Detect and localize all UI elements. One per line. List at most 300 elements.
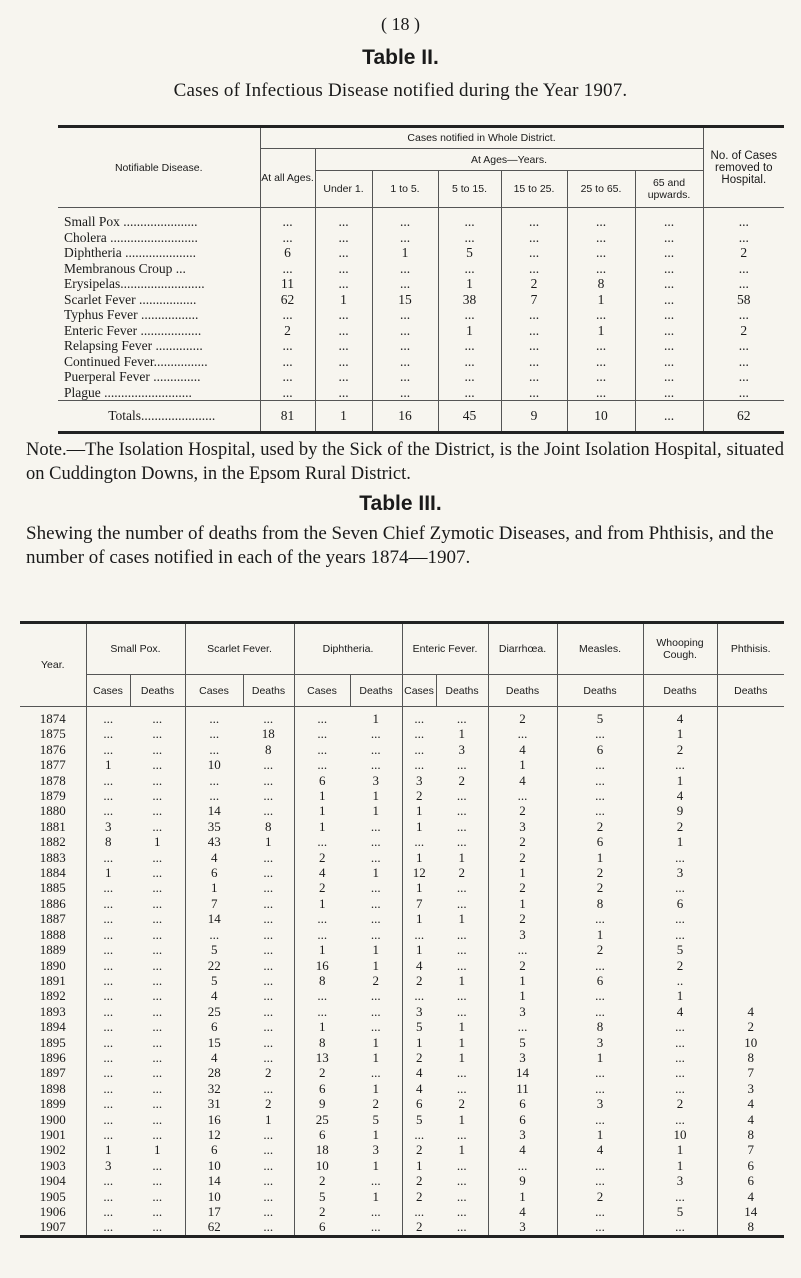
table-cell: ... [152, 1188, 163, 1204]
table-cell: 10 [185, 1158, 243, 1173]
table-cell: ... [263, 957, 274, 973]
table-cell: ... [643, 1189, 717, 1204]
table-row [20, 834, 784, 849]
table-cell [717, 803, 784, 818]
table-cell: ... [402, 927, 436, 942]
table-cell: ... [263, 1142, 274, 1158]
table-cell: ... [263, 711, 274, 726]
year-cell: 1892 [39, 988, 66, 1004]
header-whole-district: Cases notified in Whole District. [260, 127, 703, 149]
table-cell: 35 [185, 819, 243, 834]
table-cell [717, 911, 784, 926]
table-cell: ... [185, 726, 243, 741]
table-cell: 4 [488, 742, 557, 757]
table-cell: ... [635, 323, 703, 339]
table-cell: 1 [294, 942, 350, 957]
table-row [20, 1019, 784, 1034]
table-cell: ... [402, 742, 436, 757]
table-cell: 1 [86, 865, 130, 880]
table-cell [717, 773, 784, 788]
table-row [20, 773, 784, 788]
table-cell: ... [567, 245, 635, 261]
table-cell: ... [643, 1050, 717, 1065]
table-cell: ... [370, 880, 381, 896]
table-cell: ... [557, 726, 643, 741]
table-cell: 2 [402, 1189, 436, 1204]
table-cell: ... [263, 972, 274, 988]
table-cell: ... [456, 1080, 467, 1096]
table-cell: ... [456, 788, 467, 804]
table-row [20, 911, 784, 926]
table-cell: 2 [458, 772, 465, 788]
table-cell: ... [703, 261, 784, 277]
table-cell: 6 [557, 973, 643, 988]
table-cell: ... [263, 803, 274, 819]
table-cell: ... [372, 230, 438, 246]
table-cell: 3 [86, 819, 130, 834]
table-cell: ... [86, 742, 130, 757]
table-cell: ... [152, 895, 163, 911]
table-cell: 3 [488, 1219, 557, 1236]
table-row [20, 757, 784, 772]
disease-name: Cholera .......................... [64, 229, 198, 245]
table-cell: ... [557, 1112, 643, 1127]
table-cell: 5 [643, 942, 717, 957]
table-cell: 1 [372, 942, 379, 958]
table-cell: 1 [557, 850, 643, 865]
table-cell: 2 [294, 880, 350, 895]
table-cell: 2 [643, 742, 717, 757]
table-cell: ... [643, 1219, 717, 1236]
table-cell: 11 [260, 276, 315, 292]
table-cell: 62 [185, 1219, 243, 1236]
table-cell: 10 [643, 1127, 717, 1142]
table-row [20, 865, 784, 880]
table-cell: ... [185, 707, 243, 727]
table-cell: ... [263, 942, 274, 958]
table-cell: 8 [86, 834, 130, 849]
table-cell: ... [370, 1219, 381, 1235]
table-cell: ... [456, 1065, 467, 1081]
table-cell: 1 [294, 819, 350, 834]
totals-row [58, 401, 784, 433]
table-cell: 2 [265, 1096, 272, 1112]
table-cell: ... [152, 1126, 163, 1142]
table-cell: ... [456, 1204, 467, 1219]
table-cell: ... [294, 726, 350, 741]
table-cell: 5 [372, 1111, 379, 1127]
table-cell: 2 [643, 819, 717, 834]
table-cell: 1 [557, 1127, 643, 1142]
table-cell: ... [86, 1173, 130, 1188]
table-cell: ... [567, 385, 635, 401]
table-cell: 18 [261, 726, 275, 742]
year-cell: 1902 [39, 1142, 66, 1158]
col-group: Small Pox. [86, 623, 185, 675]
table-cell: .. [643, 973, 717, 988]
table2-infectious-disease [58, 125, 784, 434]
table-cell: 3 [488, 1004, 557, 1019]
table-cell: 1 [372, 957, 379, 973]
table-cell: ... [263, 1204, 274, 1219]
table-cell: 4 [717, 1112, 784, 1127]
table-cell: 8 [717, 1127, 784, 1142]
table-cell: ... [86, 1081, 130, 1096]
table-cell: ... [152, 972, 163, 988]
table-cell: 13 [294, 1050, 350, 1065]
col-notifiable-disease: Notifiable Disease. [58, 127, 260, 208]
table-cell: ... [557, 1173, 643, 1188]
table-cell: ... [372, 276, 438, 292]
table-cell: ... [488, 1158, 557, 1173]
table-cell: ... [501, 245, 567, 261]
table-cell: 2 [372, 972, 379, 988]
table-cell: 15 [372, 292, 438, 308]
table-cell [717, 757, 784, 772]
table-cell: 6 [294, 1127, 350, 1142]
table-cell: 7 [717, 1142, 784, 1157]
disease-name: Enteric Fever .................. [64, 322, 202, 338]
table-cell: ... [567, 338, 635, 354]
table-cell: ... [501, 208, 567, 230]
table-row [20, 1035, 784, 1050]
table-cell: 1 [557, 1050, 643, 1065]
table-row [58, 261, 784, 277]
table-cell: ... [557, 958, 643, 973]
year-cell: 1895 [39, 1034, 66, 1050]
table-cell [717, 742, 784, 757]
year-cell: 1874 [39, 711, 66, 726]
table-cell: ... [456, 757, 467, 773]
table-cell: ... [152, 849, 163, 865]
table-cell: 4 [557, 1142, 643, 1157]
table-cell: ... [635, 261, 703, 277]
table-cell: ... [263, 895, 274, 911]
table-cell: ... [86, 1019, 130, 1034]
table-cell [717, 834, 784, 849]
table-cell: 9 [294, 1096, 350, 1111]
table-cell: 1 [438, 276, 501, 292]
table-cell: ... [185, 788, 243, 803]
table-cell: 38 [438, 292, 501, 308]
table-cell: ... [456, 926, 467, 942]
table-cell: 1 [643, 834, 717, 849]
table-cell: ... [402, 757, 436, 772]
table-cell: ... [402, 988, 436, 1003]
table-cell: 4 [488, 1204, 557, 1219]
table-row [20, 880, 784, 895]
table-cell: ... [557, 773, 643, 788]
table-cell: ... [260, 261, 315, 277]
table-cell: ... [152, 865, 163, 881]
table-cell: 1 [372, 803, 379, 819]
table-cell: ... [567, 369, 635, 385]
table-cell: ... [635, 245, 703, 261]
table-cell: 1 [643, 988, 717, 1003]
table-cell: ... [372, 307, 438, 323]
table-cell: 6 [717, 1158, 784, 1173]
table-cell: ... [488, 1019, 557, 1034]
table-row [20, 942, 784, 957]
table-cell: ... [263, 849, 274, 865]
table-cell: ... [703, 208, 784, 230]
table-cell: ... [501, 385, 567, 401]
table-cell: ... [152, 711, 163, 726]
table-cell: 4 [402, 958, 436, 973]
table-row [20, 896, 784, 911]
table-cell: ... [152, 1173, 163, 1189]
table-cell: ... [315, 276, 372, 292]
table-cell: 8 [717, 1219, 784, 1236]
table-cell: 1 [438, 323, 501, 339]
table-cell: 1 [154, 1142, 161, 1158]
year-cell: 1893 [39, 1003, 66, 1019]
table-cell: ... [402, 707, 436, 727]
table-row [20, 1127, 784, 1142]
year-cell: 1885 [39, 880, 66, 896]
table-cell: ... [263, 788, 274, 804]
table-cell: 6 [488, 1112, 557, 1127]
year-cell: 1887 [39, 911, 66, 927]
table-cell: 2 [488, 958, 557, 973]
table-cell: 3 [488, 927, 557, 942]
table-row [20, 1004, 784, 1019]
table-cell: ... [370, 895, 381, 911]
table-cell: 5 [438, 245, 501, 261]
table-cell: ... [372, 385, 438, 401]
year-cell: 1884 [39, 865, 66, 881]
table-row [20, 742, 784, 757]
table-cell: ... [370, 1204, 381, 1219]
table-cell [717, 880, 784, 895]
table-row [20, 988, 784, 1003]
table-cell: 3 [458, 741, 465, 757]
table-cell: ... [152, 1034, 163, 1050]
table-cell: 1 [402, 803, 436, 818]
table-cell: ... [263, 1080, 274, 1096]
table-cell: ... [152, 1219, 163, 1235]
table-cell: 14 [488, 1065, 557, 1080]
table-row [20, 803, 784, 818]
table-row [20, 1050, 784, 1065]
table-cell: ... [263, 757, 274, 773]
table-cell: 2 [557, 1189, 643, 1204]
table-cell: 2 [488, 850, 557, 865]
table3-title: Table III. [359, 492, 442, 515]
table-cell: ... [185, 927, 243, 942]
table-cell: 3 [402, 1004, 436, 1019]
table-cell: 4 [643, 707, 717, 727]
year-cell: 1886 [39, 895, 66, 911]
table-cell: 1 [643, 773, 717, 788]
table-cell: ... [703, 230, 784, 246]
table-cell: 9 [643, 803, 717, 818]
table-cell: ... [260, 338, 315, 354]
table-cell: 1 [402, 880, 436, 895]
col-cases: Cases [86, 675, 130, 707]
year-cell: 1888 [39, 926, 66, 942]
table-cell: ... [567, 208, 635, 230]
table-cell: ... [501, 338, 567, 354]
table-cell: ... [86, 911, 130, 926]
table-cell: ... [488, 788, 557, 803]
table-cell: 6 [185, 1142, 243, 1157]
table-row [20, 1096, 784, 1111]
col-deaths: Deaths [436, 675, 488, 707]
table-cell: 6 [488, 1096, 557, 1111]
table-cell: 2 [458, 865, 465, 881]
table-cell [717, 942, 784, 957]
table-cell: 3 [488, 819, 557, 834]
table-cell: ... [152, 1096, 163, 1112]
table-cell: 2 [402, 1050, 436, 1065]
table-row [58, 369, 784, 385]
table-cell: ... [315, 369, 372, 385]
table-cell: ... [86, 1204, 130, 1219]
table-cell: ... [294, 988, 350, 1003]
table-cell: 2 [265, 1065, 272, 1081]
table-cell: ... [260, 354, 315, 370]
table-cell: ... [456, 803, 467, 819]
table-row [58, 354, 784, 370]
table-cell: ... [152, 880, 163, 896]
table-row [58, 276, 784, 292]
table-cell [717, 973, 784, 988]
table-cell: 18 [294, 1142, 350, 1157]
table-cell [717, 988, 784, 1003]
table-cell: 10 [294, 1158, 350, 1173]
table-cell: 7 [717, 1065, 784, 1080]
table-cell: ... [557, 1004, 643, 1019]
year-cell: 1880 [39, 803, 66, 819]
table-cell: ... [456, 818, 467, 834]
table-cell: 6 [185, 865, 243, 880]
table-cell: ... [86, 1065, 130, 1080]
table-row [58, 292, 784, 308]
table-cell: 5 [488, 1035, 557, 1050]
table-cell: ... [294, 1004, 350, 1019]
table-cell: 58 [703, 292, 784, 308]
table-cell: ... [643, 880, 717, 895]
table-cell: ... [370, 1065, 381, 1081]
table-cell: ... [438, 369, 501, 385]
table-cell: ... [263, 926, 274, 942]
table-cell: 1 [402, 942, 436, 957]
table-cell: 6 [260, 245, 315, 261]
table-cell: 2 [557, 942, 643, 957]
table-cell: 1 [643, 726, 717, 741]
table-cell: 6 [717, 1173, 784, 1188]
table-cell: ... [438, 338, 501, 354]
table-cell: 5 [402, 1019, 436, 1034]
table-cell: ... [86, 1050, 130, 1065]
table-row [20, 1204, 784, 1219]
table-cell: ... [315, 354, 372, 370]
table-cell: 4 [402, 1065, 436, 1080]
table-cell: ... [152, 788, 163, 804]
table-row [20, 1065, 784, 1080]
col-age-group: 1 to 5. [372, 171, 438, 208]
table-cell: ... [456, 1126, 467, 1142]
table-cell: ... [152, 1111, 163, 1127]
table-cell: ... [438, 385, 501, 401]
table-cell: 8 [557, 1019, 643, 1034]
table-cell: ... [643, 1065, 717, 1080]
disease-name: Scarlet Fever ................. [64, 291, 197, 307]
table-row [20, 1173, 784, 1188]
totals-cell: 16 [372, 401, 438, 433]
table-cell: 14 [717, 1204, 784, 1219]
col-year: Year. [20, 623, 86, 707]
table-cell: ... [438, 261, 501, 277]
table-cell: ... [703, 354, 784, 370]
year-cell: 1890 [39, 957, 66, 973]
table-cell: ... [263, 1034, 274, 1050]
table-cell: ... [86, 726, 130, 741]
table-cell: ... [703, 338, 784, 354]
table-cell: ... [643, 927, 717, 942]
table-cell: 2 [488, 834, 557, 849]
table-cell: ... [402, 834, 436, 849]
col-deaths: Deaths [350, 675, 402, 707]
table-cell: 25 [185, 1004, 243, 1019]
table-cell: ... [263, 880, 274, 896]
disease-name: Relapsing Fever .............. [64, 338, 203, 353]
table-cell: ... [703, 307, 784, 323]
table-cell: 62 [260, 292, 315, 308]
totals-cell: 9 [501, 401, 567, 433]
year-cell: 1877 [39, 757, 66, 773]
table-cell: ... [86, 1219, 130, 1236]
table-cell: 3 [643, 865, 717, 880]
table-cell: 4 [294, 865, 350, 880]
disease-name: Erysipelas......................... [64, 276, 205, 291]
table-cell: 16 [294, 958, 350, 973]
table-cell: 1 [154, 834, 161, 850]
table-cell: 17 [185, 1204, 243, 1219]
table-cell: 4 [717, 1004, 784, 1019]
table-cell: 2 [488, 803, 557, 818]
table-cell: 14 [185, 1173, 243, 1188]
table-cell: ... [643, 757, 717, 772]
table-cell: 1 [265, 834, 272, 850]
table-cell: 2 [294, 1065, 350, 1080]
year-cell: 1903 [39, 1157, 66, 1173]
table-cell: ... [402, 1127, 436, 1142]
table-row [20, 927, 784, 942]
table-cell: 1 [488, 757, 557, 772]
col-group: Diphtheria. [294, 623, 402, 675]
totals-cell: 62 [703, 401, 784, 433]
col-age-group: 5 to 15. [438, 171, 501, 208]
table-cell: 2 [557, 865, 643, 880]
table-cell: ... [488, 726, 557, 741]
table-cell: ... [456, 880, 467, 896]
table-cell: ... [315, 230, 372, 246]
table-cell: 2 [402, 1219, 436, 1236]
table-cell: 2 [294, 1173, 350, 1188]
table-cell: 1 [294, 896, 350, 911]
table-cell: ... [315, 385, 372, 401]
disease-name: Typhus Fever ................. [64, 307, 199, 322]
table-cell: ... [370, 911, 381, 927]
table-cell: 1 [294, 1019, 350, 1034]
table-cell: 5 [294, 1189, 350, 1204]
col-group: Phthisis. [717, 623, 784, 675]
table-cell: ... [557, 757, 643, 772]
table-cell: ... [315, 261, 372, 277]
table-cell: ... [456, 942, 467, 958]
